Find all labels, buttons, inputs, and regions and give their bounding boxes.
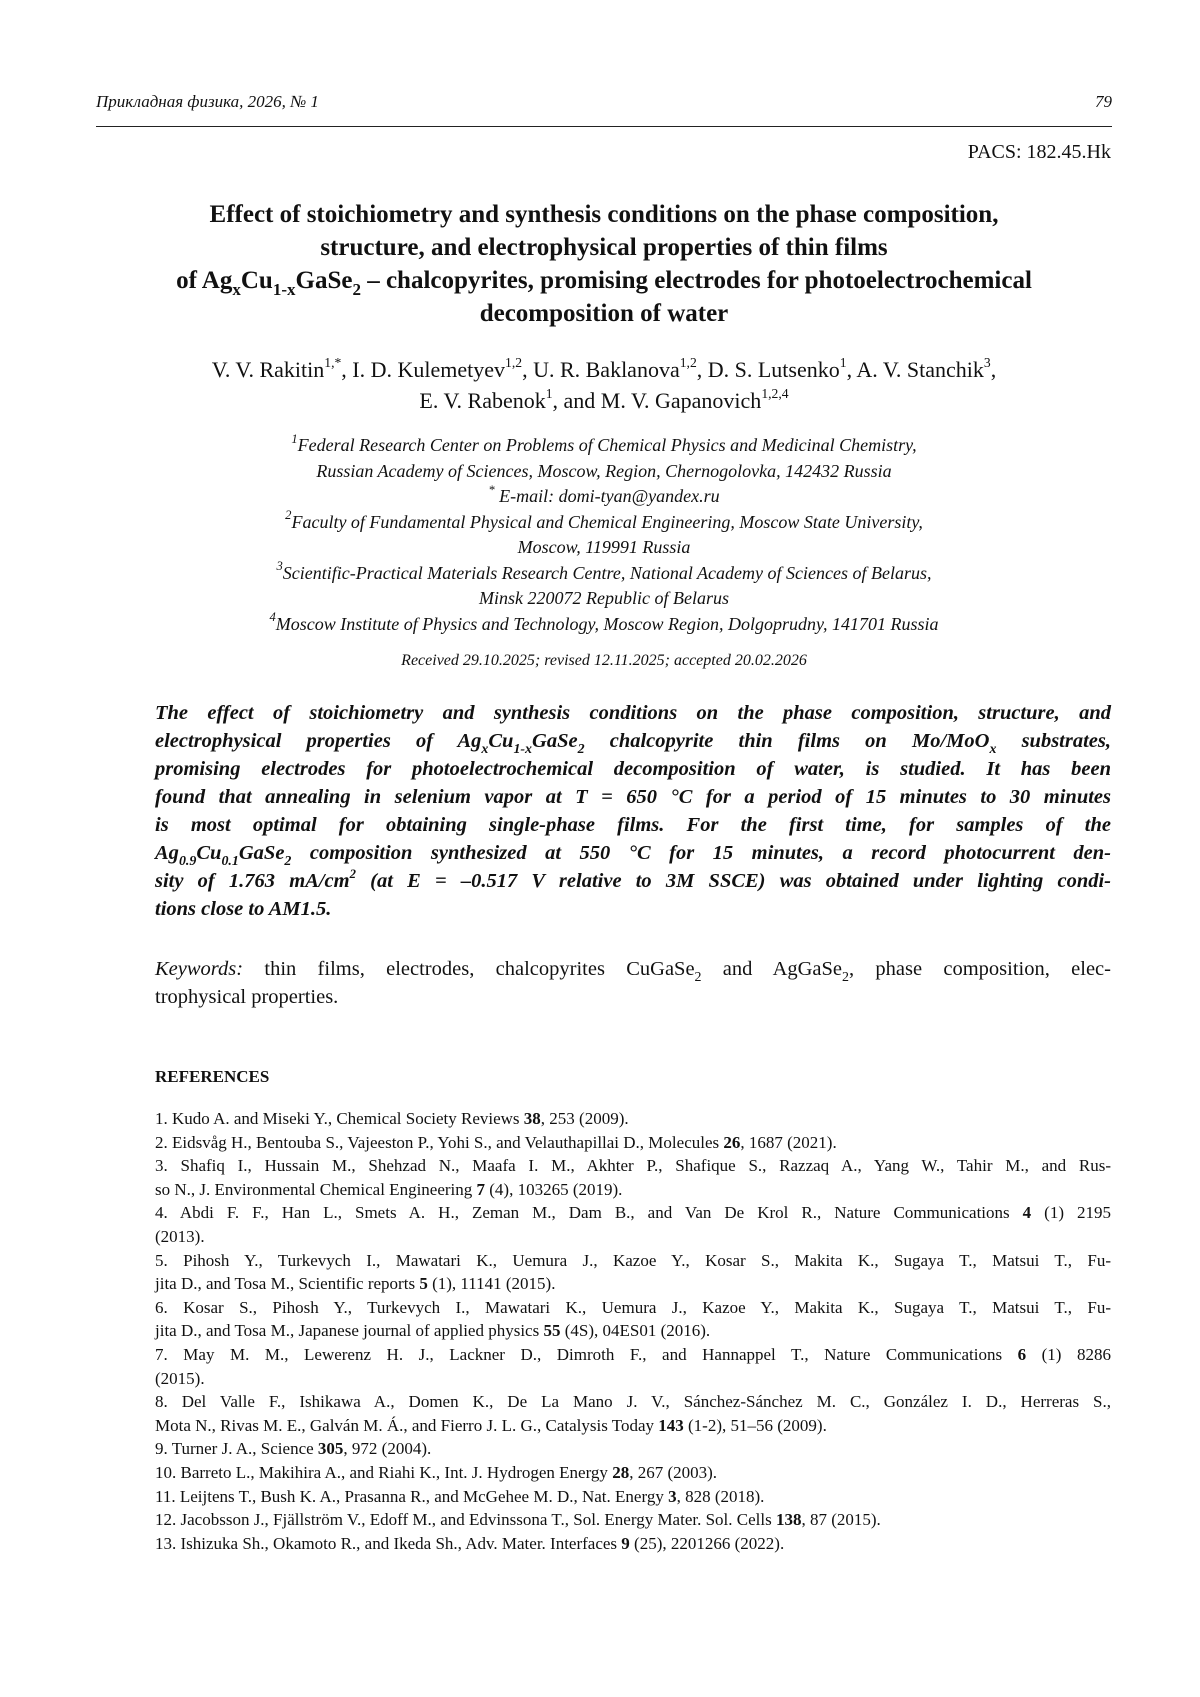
reference-line: 9. Turner J. A., Science 305, 972 (2004). (155, 1439, 432, 1459)
abstract-line: tions close to AM1.5. (155, 898, 332, 920)
pacs-code: PACS: 182.45.Hk (967, 141, 1111, 163)
reference-line: 13. Ishizuka Sh., Okamoto R., and Ikeda Sh., Adv. Mater. Interfaces 9 (25), 2201266 (2022). (155, 1533, 785, 1553)
reference-line: 2. Eidsvåg H., Bentouba S., Vajeeston P., Yohi S., and Velauthapillai D., Molecules 26, 1687 (2021). (155, 1132, 837, 1152)
authors-line: E. V. Rabenok$^1$, and M. V. Gapanovich$^{1,2,4}$ (419, 386, 789, 413)
reference-line: 1. Kudo A. and Miseki Y., Chemical Society Reviews 38, 253 (2009). (155, 1109, 629, 1128)
reference-line: 4. Abdi F. F., Han L., Smets A. H., Zeman M., Dam B., and Van De Krol R., Nature Communications 4 (1) 2195 (155, 1203, 1111, 1223)
reference-line: jita D., and Tosa M., Japanese journal of applied physics 55 (4S), 04ES01 (2016). (155, 1321, 711, 1341)
received-dates: Received 29.10.2025; revised 12.11.2025; accepted 20.02.2026 (401, 652, 807, 669)
title-line: of $Ag_xCu_{1-x}GaSe_2$ – chalcopyrites, promising electrodes for photoelectrochemical (176, 267, 1032, 299)
reference-item (155, 1508, 1111, 1532)
reference-item (155, 1485, 1111, 1509)
abstract-line: sity of 1.763 $mA/cm^2$ (at E = –0.517 V relative to 3M SSCE) was obtained under lighting condi- (155, 866, 1112, 892)
reference-item (155, 1532, 1111, 1556)
reference-item (155, 1131, 1111, 1155)
paper-title (96, 198, 1112, 330)
affiliation-line: Minsk 220072 Republic of Belarus (479, 588, 729, 608)
abstract-line: $Ag_{0.9}Cu_{0.1}GaSe_2$ composition synthesized at 550 °C for 15 minutes, a record photocurrent den- (155, 842, 1111, 869)
reference-item (155, 1107, 1111, 1131)
keywords-line: trophysical properties. (155, 986, 339, 1008)
reference-line: (2015). (155, 1368, 205, 1388)
affiliation-line: $^2$Faculty of Fundamental Physical and Chemical Engineering, Moscow State University, (285, 508, 923, 532)
affiliation-line: Moscow, 119991 Russia (517, 537, 691, 557)
reference-line: 3. Shafiq I., Hussain M., Shehzad N., Maafa I. M., Akhter P., Shafique S., Razzaq A., Yang W., Tahir M., and Rus- (155, 1156, 1111, 1176)
keywords (155, 955, 1111, 1011)
keywords-line (155, 955, 1111, 983)
reference-item (155, 1390, 1111, 1437)
keywords-text: thin films, electrodes, chalcopyrites CuGaSe$_2$ and AgGaSe$_2$, phase composition, elec- (264, 958, 1111, 985)
page-number: 79 (1095, 92, 1112, 111)
keywords-label: Keywords: (155, 958, 244, 980)
email-line: * E-mail: domi-tyan@yandex.ru (488, 482, 720, 506)
reference-line: (2013). (155, 1226, 205, 1246)
affiliations (96, 433, 1112, 637)
reference-line: 11. Leijtens T., Bush K. A., Prasanna R., and McGehee M. D., Nat. Energy 3, 828 (2018). (155, 1486, 765, 1506)
authors-line: V. V. Rakitin$^{1,*}$, I. D. Kulemetyev$^{1,2}$, U. R. Baklanova$^{1,2}$, D. S. Lutsenko$^1$, A. V. Stanchik$^3$, (211, 355, 997, 382)
reference-line: so N., J. Environmental Chemical Engineering 7 (4), 103265 (2019). (155, 1179, 623, 1199)
reference-item (155, 1249, 1111, 1296)
title-line: Effect of stoichiometry and synthesis conditions on the phase composition, (209, 201, 999, 228)
reference-list (155, 1107, 1111, 1555)
reference-line: 10. Barreto L., Makihira A., and Riahi K., Int. J. Hydrogen Energy 28, 267 (2003). (155, 1462, 718, 1482)
reference-line: 5. Pihosh Y., Turkevych I., Mawatari K., Uemura J., Kazoe Y., Kosar S., Makita K., Sugaya T., Matsui T., Fu- (155, 1250, 1111, 1270)
header-rule (96, 126, 1112, 127)
reference-item (155, 1437, 1111, 1461)
reference-line: jita D., and Tosa M., Scientific reports 5 (1), 11141 (2015). (155, 1274, 556, 1294)
reference-line: Mota N., Rivas M. E., Galván M. Á., and Fierro J. L. G., Catalysis Today 143 (1-2), 51–56 (2009). (155, 1415, 827, 1435)
abstract-line: The effect of stoichiometry and synthesis conditions on the phase composition, structure, and (155, 702, 1111, 724)
references-heading: REFERENCES (155, 1067, 270, 1086)
journal-name: Прикладная физика, 2026, № 1 (96, 92, 319, 111)
abstract-line: is most optimal for obtaining single-phase films. For the first time, for samples of the (155, 814, 1111, 836)
reference-line: 12. Jacobsson J., Fjällström V., Edoff M., and Edvinssona T., Sol. Energy Mater. Sol. Cells 138, 87 (2015). (155, 1510, 881, 1530)
abstract (155, 699, 1111, 923)
affiliation-line: $^1$Federal Research Center on Problems of Chemical Physics and Medicinal Chemistry, (291, 431, 917, 455)
reference-item (155, 1296, 1111, 1343)
affiliation-line: Russian Academy of Sciences, Moscow, Region, Chernogolovka, 142432 Russia (316, 460, 892, 481)
abstract-line: promising electrodes for photoelectrochemical decomposition of water, is studied. It has been (155, 758, 1111, 780)
abstract-line: found that annealing in selenium vapor at T = 650 °C for a period of 15 minutes to 30 minutes (155, 786, 1111, 808)
abstract-line: electrophysical properties of $Ag_xCu_{1-x}GaSe_2$ chalcopyrite thin films on Mo/MoO$_x$ substrates, (155, 730, 1111, 757)
reference-item (155, 1154, 1111, 1201)
title-line: structure, and electrophysical properties of thin films (320, 234, 888, 261)
title-line: decomposition of water (479, 300, 729, 327)
author-list (96, 354, 1112, 416)
reference-item (155, 1343, 1111, 1390)
reference-line: 7. May M. M., Lewerenz H. J., Lackner D., Dimroth F., and Hannappel T., Nature Communications 6 (1) 8286 (155, 1344, 1111, 1364)
reference-item (155, 1201, 1111, 1248)
reference-line: 8. Del Valle F., Ishikawa A., Domen K., De La Mano J. V., Sánchez-Sánchez M. C., González I. D., Herreras S., (155, 1392, 1111, 1412)
affiliation-line: $^3$Scientific-Practical Materials Research Centre, National Academy of Sciences of Belarus, (276, 559, 932, 583)
affiliation-line: $^4$Moscow Institute of Physics and Technology, Moscow Region, Dolgoprudny, 141701 Russia (269, 610, 939, 634)
reference-item (155, 1461, 1111, 1485)
reference-line: 6. Kosar S., Pihosh Y., Turkevych I., Mawatari K., Uemura J., Kazoe Y., Makita K., Sugaya T., Matsui T., Fu- (155, 1297, 1111, 1317)
